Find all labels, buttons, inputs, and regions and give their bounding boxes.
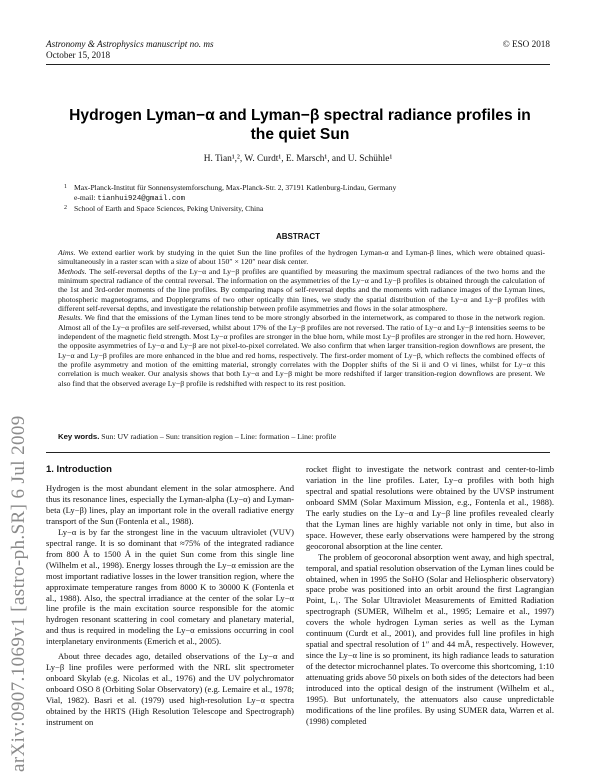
paragraph: rocket flight to investigate the network contrast and center-to-limb variation in the line profiles. Later, Ly−α profiles with both high spectral and spatial resolutions were obtained by the UVSP instrument onboard SMM (Solar Maximum Mission, e.g., Fontenla et al., 1988). The early studies on the Ly−α and Ly−β line profiles revealed clearly that the Lyman lines are highly variable not only in time, but also in space. However, these early observations were hampered by the strong geocoronal absorption at the line center. [306, 464, 554, 551]
keywords-rule [46, 452, 550, 453]
methods-label: Methods. [58, 266, 87, 276]
email-label: e-mail: [74, 193, 98, 203]
results-text: We find that the emissions of the Lyman lines tend to be more strongly absorbed in the internetwork, as compared to those in the network region. Almost all of the Ly−α profiles are self-reversed, whilst about 17% of the Ly−β profiles are not reversed. The ratio of Ly−α and Ly−β intensities seems to be independent of the magnetic field strength. Most Ly−α profiles are stronger in the blue horn, while most Ly−β profiles are stronger in the red horn. However, the opposite asymmetries of Ly−α and Ly−β are not pixel-to-pixel correlated. We also confirm that when larger transition-region downflows are present, the Ly−α and Ly−β profiles are more enhanced in the blue and red horns, respectively. The first-order moment of Ly−β, which reflects the combined effects of the profile asymmetry and motion of the emitting material, strongly correlates with the Doppler shifts of the Si ii and O vi lines, whilst for Ly−α this correlation is much weaker. Our analysis shows that both Ly−α and Ly−β might be more redshifted if larger transition-region downflows are present. We also find that the observed average Ly−β profile is redshifted with respect to its rest position. [58, 313, 545, 388]
affiliation-text: School of Earth and Space Sciences, Peking University, China [74, 204, 264, 214]
affiliation-email-row [64, 193, 550, 204]
results-label: Results. [58, 313, 83, 323]
affiliation-number: 1 [64, 184, 67, 190]
keywords-label: Key words. [58, 432, 100, 441]
aims-text: We extend earlier work by studying in the quiet Sun the line profiles of the hydrogen Lyman-α and Lyman-β lines, which were obtained quasi-simultaneously in a raster scan with a size of about 150″ × 120″ near disk center. [58, 248, 545, 267]
affiliation-2 [64, 204, 550, 214]
copyright-notice: © ESO 2018 [502, 39, 550, 49]
abstract-aims [58, 248, 545, 267]
keywords [58, 432, 545, 441]
abstract-heading: ABSTRACT [276, 232, 320, 241]
paragraph: Ly−α is by far the strongest line in the vacuum ultraviolet (VUV) spectral range. It is so dominant that ≈75% of the integrated radiance from 800 Å to 1500 Å in the quiet Sun come from this single line (Wilhelm et al., 1998). Energy losses through the Ly−α emission are the most important radiative losses in the lower transition region, where the approximate temperature ranges from 8000 K to 30000 K (Fontenla et al., 1988). Also, the spectral irradiance at the center of the solar Ly−α line profile is the main excitation source responsible for the atomic hydrogen resonant scattering in cool cometary and planetary material, and thus is required in modeling the Ly−α emissions occurring in cool interplanetary environments (Emerich et al., 2005). [46, 526, 294, 647]
right-column [306, 464, 554, 727]
paragraph: The problem of geocoronal absorption went away, and high spectral, temporal, and spatial resolution observation of the Lyman lines could be obtained, when in 1995 the SoHO (Solar and Heliospheric observatory) space probe was positioned into an orbit around the first Lagrangian Point, L₁. The Solar Ultraviolet Measurements of Emitted Radiation spectrograph (SUMER, Wilhelm et al., 1995; Lemaire et al., 1997) covers the whole hydrogen Lyman series as well as the Lyman continuum (Curdt et al., 2001), and provides full line profiles in high spatial and spectral resolution of 1″ and 44 mÅ, respectively. However, since the Ly−α line is so prominent, its high radiance leads to saturation of the detector microchannel plates. To overcome this shortcoming, 1:10 attenuating grids above 50 pixels on both sides of the detectors had been introduced into the optical design of the instrument (Wilhelm et al., 1995). But unfortunately, the attenuators also cause unpredictable modifications of the line profiles. By using SUMER data, Warren et al. (1998) completed [306, 551, 554, 726]
header-rule [46, 64, 550, 65]
author-list: H. Tian¹,², W. Curdt¹, E. Marsch¹, and U. Schühle¹ [203, 154, 393, 164]
page-header [46, 39, 550, 60]
keywords-text: Sun: UV radiation – Sun: transition region – Line: formation – Line: profile [101, 432, 337, 441]
aims-label: Aims. [58, 248, 76, 257]
affiliation-number: 2 [64, 205, 67, 212]
manuscript-date: October 15, 2018 [46, 50, 111, 60]
section-heading: 1. Introduction [46, 464, 112, 475]
abstract-body [58, 248, 545, 388]
abstract-methods [58, 267, 545, 314]
methods-text: The self-reversal depths of the Ly−α and Ly−β profiles are quantified by measuring the maximum spectral radiances of the two horns and the minimum spectral radiance of the central reversal. The information on the asymmetries of the Ly−α and Ly−β profiles is obtained through the calculation of the 1st and 3rd-order moments of the line profiles. By comparing maps of self-reversal depths and the moments with radiance images of the Lyman lines, photospheric magnetograms, and Dopplergrams of two other optically thin lines, we study the spatial distribution of the Ly−α and Ly−β profiles with different self-reversal depths, and investigate the relationship between profile asymmetries and flows in the solar atmosphere. [58, 266, 545, 314]
journal-line: Astronomy & Astrophysics manuscript no. ms [46, 39, 214, 49]
affiliation-text: Max-Planck-Institut für Sonnensystemforschung, Max-Planck-Str. 2, 37191 Katlenburg-Lindau, Germany [74, 183, 397, 192]
paragraph: Hydrogen is the most abundant element in the solar atmosphere. And thus its resonance lines, especially the Lyman-alpha (Ly−α) and Lyman-beta (Ly−β) lines, play an important role in the overall radiative energy transport of the Sun (Fontenla et al., 1988). [46, 483, 294, 526]
left-column [46, 483, 294, 728]
abstract-results [58, 313, 545, 388]
email-address[interactable]: tianhui924@gmail.com [97, 195, 185, 204]
affiliation-1 [64, 183, 550, 193]
arxiv-side-stamp: arXiv:0907.1069v1 [astro-ph.SR] 6 Jul 2009 [8, 415, 29, 772]
affiliations [64, 183, 550, 215]
paper-title: Hydrogen Lyman−α and Lyman−β spectral radiance profiles in the quiet Sun [69, 107, 531, 143]
paragraph: About three decades ago, detailed observations of the Ly−α and Ly−β line profiles were performed with the NRL slit spectrometer onboard Skylab (e.g. Nicolas et al., 1976) and the UV polychromator onboard OSO 8 (Orbiting Solar Observatory) (e.g. Lemaire et al., 1978; Vial, 1982). Basri et al. (1979) used high-resolution Ly−α spectra obtained by the HRTS (High Resolution Telescope and Spectrograph) instrument on [46, 651, 294, 728]
